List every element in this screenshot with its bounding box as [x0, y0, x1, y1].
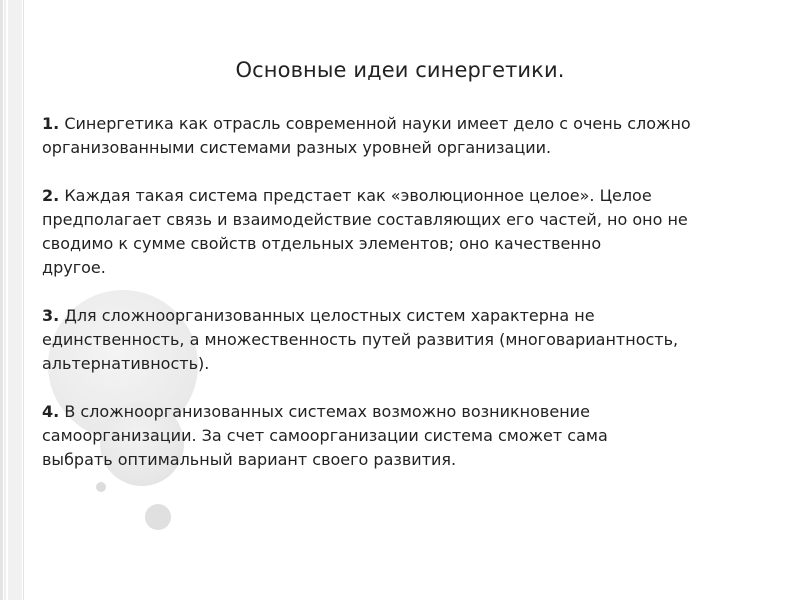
- item-text-line: другое.: [42, 258, 106, 277]
- item-number: 4.: [42, 402, 60, 421]
- item-text-line: альтернативность).: [42, 354, 210, 373]
- item-text-line: сводимо к сумме свойств отдельных элементов; оно качественно: [42, 234, 602, 253]
- item-text-line: Синергетика как отрасль современной науки имеет дело с очень сложно: [64, 114, 691, 133]
- left-edge-stripe: [23, 0, 24, 600]
- left-edge-stripe: [0, 0, 3, 600]
- item-text-line: самоорганизации. За счет самоорганизации система сможет сама: [42, 426, 608, 445]
- item-number: 2.: [42, 186, 60, 205]
- item-text-line: Для сложноорганизованных целостных систем характерна не: [64, 306, 595, 325]
- item-text-line: предполагает связь и взаимодействие составляющих его частей, но оно не: [42, 210, 688, 229]
- slide-content: [42, 112, 772, 496]
- list-item-4: [42, 400, 772, 472]
- item-number: 3.: [42, 306, 60, 325]
- item-number: 1.: [42, 114, 60, 133]
- list-item-2: [42, 184, 772, 280]
- item-text-line: выбрать оптимальный вариант своего развития.: [42, 450, 457, 469]
- item-text-line: В сложноорганизованных системах возможно возникновение: [64, 402, 590, 421]
- left-edge-stripe: [8, 0, 22, 600]
- left-edge-stripe: [4, 0, 6, 600]
- item-text-line: единственность, а множественность путей развития (многовариантность,: [42, 330, 679, 349]
- decorative-circle-small: [145, 504, 171, 530]
- item-text-line: организованными системами разных уровней организации.: [42, 138, 552, 157]
- slide-title: Основные идеи синергетики.: [235, 58, 565, 82]
- list-item-1: [42, 112, 772, 160]
- item-text-line: Каждая такая система предстает как «эволюционное целое». Целое: [64, 186, 652, 205]
- list-item-3: [42, 304, 772, 376]
